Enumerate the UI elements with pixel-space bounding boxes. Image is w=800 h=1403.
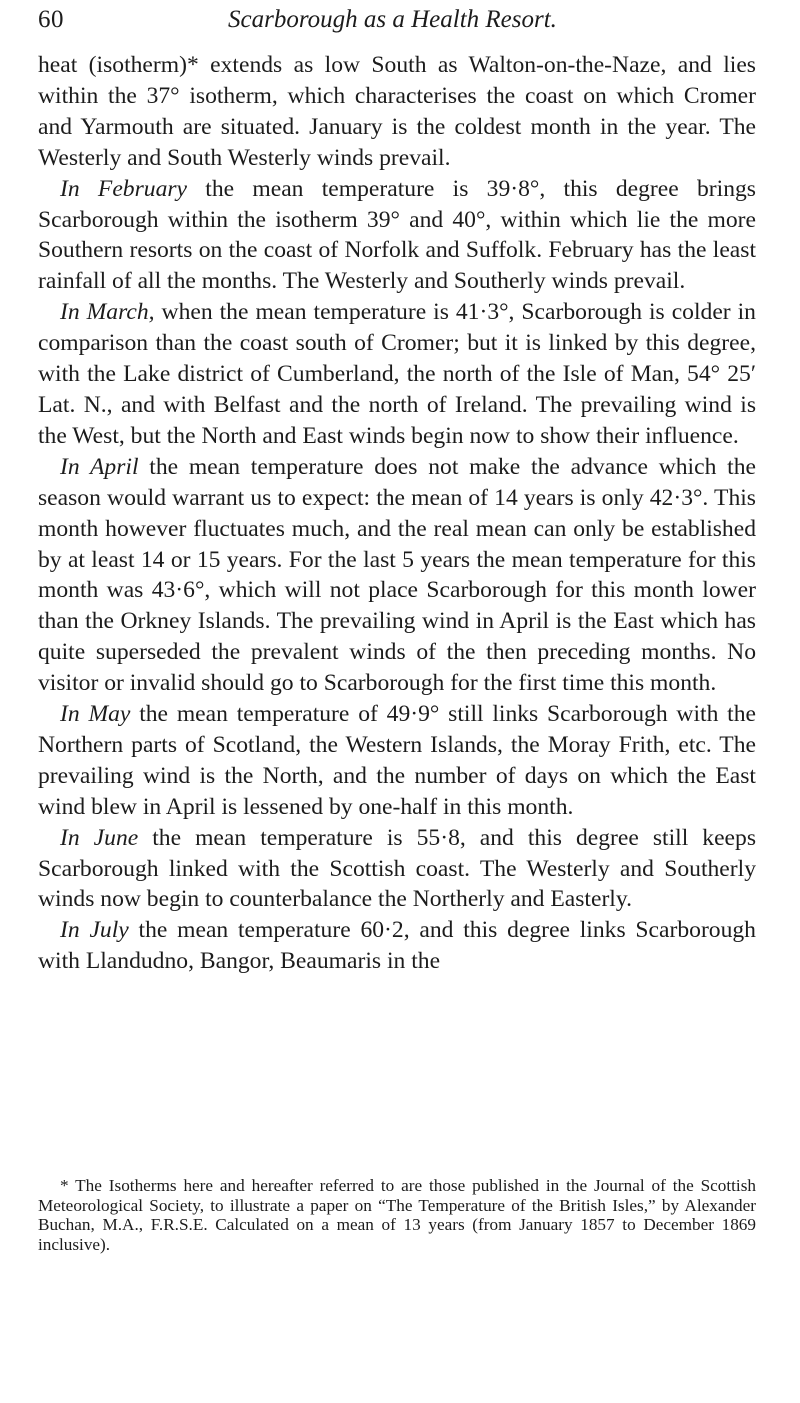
page-number: 60 [38,6,64,33]
paragraph-text: the mean temperature 60·2, and this degree links Scarborough with Llandudno, Bangor, Beaumaris in the [38,917,756,975]
paragraph-text: the mean temperature does not make the advance which the season would warrant us to expect: the mean of 14 years is only 42·3°. This month however fluctuates much, and the real mean can only be established by at least 14 or 15 years. For the last 5 years the mean temperature for this month was 43·6°, which will not place Scarborough for this month lower than the Orkney Islands. The prevailing wind in April is the East which has quite superseded the prevalent winds of the then preceding months. No visitor or invalid should go to Scarborough for the first time this month. [38,453,756,697]
paragraph-lead: In May [60,701,131,728]
paragraph-lead: In February [60,175,188,202]
paragraph-text: when the mean temperature is 41·3°, Scarborough is colder in comparison than the coast south of Cromer; but it is linked by this degree, with the Lake district of Cumberland, the north of the Isle of Man, 54° 25′ Lat. N., and with Belfast and the north of Ireland. The prevailing wind is the West, but the North and East winds begin now to show their influence. [38,299,756,449]
paragraph-march [38,297,756,452]
paragraph-text: the mean temperature of 49·9° still links Scarborough with the Northern parts of Scotland, the Western Islands, the Moray Frith, etc. The prevailing wind is the North, and the number of days on which the East wind blew in April is lessened by one-half in this month. [38,701,756,820]
paragraph-may [38,699,756,823]
paragraph-april [38,452,756,699]
paragraph-lead: In July [60,917,129,944]
paragraph-text: the mean temperature is 39·8°, this degree brings Scarborough within the isotherm 39° and 40°, within which lie the more Southern resorts on the coast of Norfolk and Suffolk. February has the least rainfall of all the months. The Westerly and Southerly winds prevail. [38,175,756,295]
paragraph-text: heat (isotherm)* extends as low South as Walton-on-the-Naze, and lies within the 37° isotherm, which characterises the coast on which Cromer and Yarmouth are situated. January is the coldest month in the year. The Westerly and South Westerly winds prevail. [38,52,756,171]
footnote: * The Isotherms here and hereafter referred to are those published in the Journal of the Scottish Meteorological Society, to illustrate a paper on “The Temperature of the British Isles,” by Alexander Buchan, M.A., F.R.S.E. Calculated on a mean of 13 years (from January 1857 to December 1869 inclusive). [38,1176,756,1254]
paragraph-february [38,174,756,298]
paragraph-lead: In March, [60,299,155,326]
body-text [38,50,756,977]
running-title: Scarborough as a Health Resort. [228,6,557,33]
paragraph-lead: In June [60,824,139,851]
paragraph-text: the mean temperature is 55·8, and this degree still keeps Scarborough linked with the Scottish coast. The Westerly and Southerly winds now begin to counterbalance the Northerly and Easterly. [38,824,756,913]
running-head [38,6,760,46]
paragraph-june [38,823,756,916]
paragraph-lead: In April [60,453,139,480]
paragraph-july [38,915,756,977]
paragraph-january-continued [38,50,756,174]
